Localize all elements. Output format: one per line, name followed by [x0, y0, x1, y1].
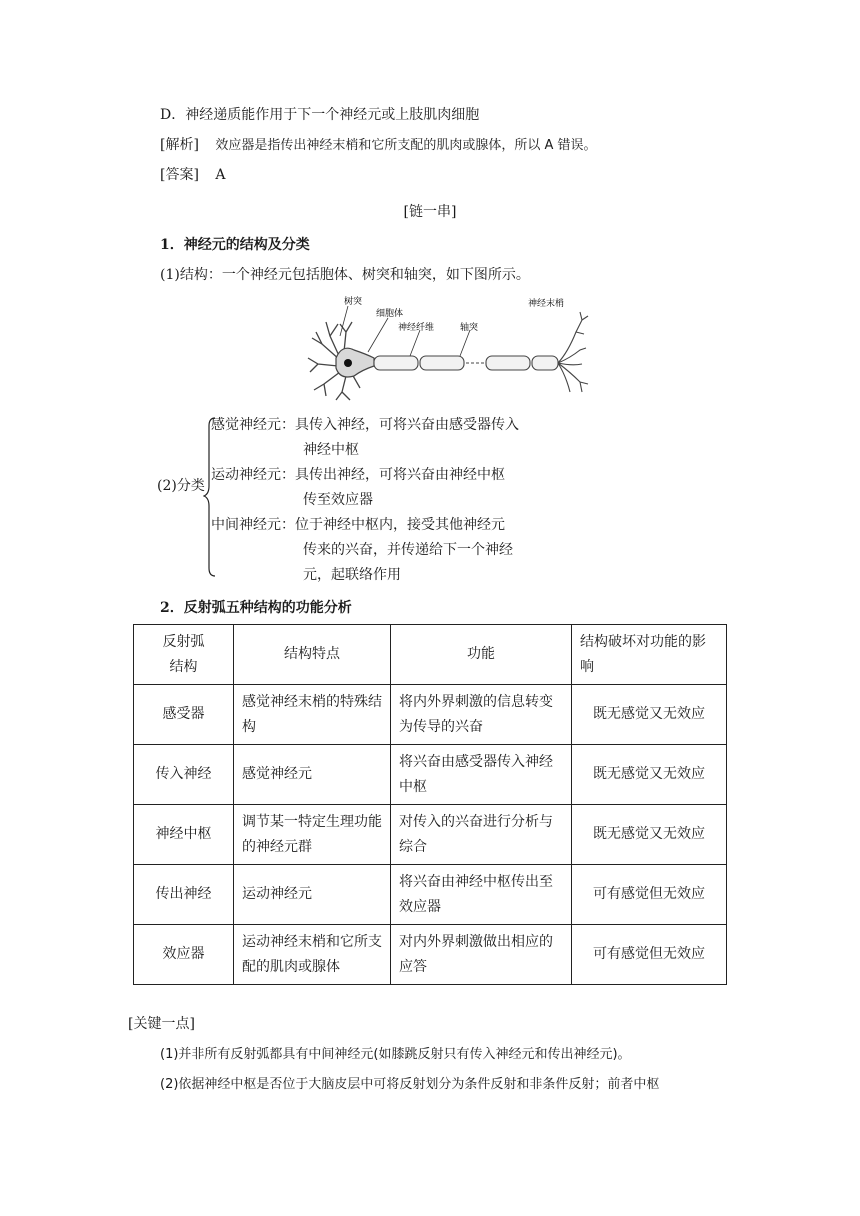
table-header: 功能 [391, 625, 572, 685]
class-item-motor-line2: 传至效应器 [303, 492, 373, 508]
nerve-ending-diagram [510, 292, 590, 404]
table-cell: 运动神经末梢和它所支配的肌肉或腺体 [234, 925, 391, 985]
label-nerve-fiber: 神经纤维 [398, 323, 435, 333]
label-nerve-ending: 神经末梢 [528, 299, 565, 309]
nucleus [344, 359, 352, 367]
table-row [134, 925, 727, 985]
class-item-inter-name: 中间神经元： [211, 517, 295, 533]
option-d: D．神经递质能作用于下一个神经元或上肢肌肉细胞 [160, 107, 480, 123]
class-item-inter-line1: 位于神经中枢内，接受其他神经元 [295, 517, 505, 533]
class-item-sensory [211, 413, 519, 463]
table-header: 结构特点 [234, 625, 391, 685]
table-cell: 对传入的兴奋进行分析与综合 [391, 805, 572, 865]
structure-text: (1)结构：一个神经元包括胞体、树突和轴突，如下图所示。 [160, 267, 530, 283]
answer-text: A [215, 167, 226, 183]
heading-reflex-arc: 2．反射弧五种结构的功能分析 [160, 600, 352, 616]
analysis-tag: [解析] [160, 137, 199, 153]
table-cell: 神经中枢 [134, 805, 234, 865]
table-cell: 对内外界刺激做出相应的应答 [391, 925, 572, 985]
answer-tag: [答案] [160, 167, 199, 183]
class-item-sensory-name: 感觉神经元： [211, 417, 295, 433]
table-cell: 效应器 [134, 925, 234, 985]
class-item-motor-line1: 具传出神经，可将兴奋由神经中枢 [295, 467, 505, 483]
answer [160, 164, 226, 184]
table-header: 结构破坏对功能的影响 [572, 625, 727, 685]
table-row [134, 865, 727, 925]
class-item-motor [211, 463, 505, 513]
table-cell: 将兴奋由感受器传入神经中枢 [391, 745, 572, 805]
section-title: [链一串] [403, 204, 457, 220]
class-item-inter [211, 513, 513, 588]
label-dendrite: 树突 [344, 297, 363, 307]
table-cell: 传入神经 [134, 745, 234, 805]
table-cell: 感觉神经末梢的特殊结构 [234, 685, 391, 745]
table-row [134, 805, 727, 865]
table-cell: 可有感觉但无效应 [572, 865, 727, 925]
class-item-motor-name: 运动神经元： [211, 467, 295, 483]
table-cell: 运动神经元 [234, 865, 391, 925]
key-point-p1: (1)并非所有反射弧都具有中间神经元(如膝跳反射只有传入神经元和传出神经元)。 [160, 1047, 631, 1062]
table-cell: 既无感觉又无效应 [572, 685, 727, 745]
key-point-p2: (2)依据神经中枢是否位于大脑皮层中可将反射划分为条件反射和非条件反射；前者中枢 [160, 1077, 660, 1092]
analysis-text: 效应器是指传出神经末梢和它所支配的肌肉或腺体，所以 A 错误。 [215, 138, 597, 153]
table-cell: 将内外界刺激的信息转变为传导的兴奋 [391, 685, 572, 745]
table-row [134, 745, 727, 805]
table-cell: 将兴奋由神经中枢传出至效应器 [391, 865, 572, 925]
table-header-row [134, 625, 727, 685]
table-header: 反射弧结构 [134, 625, 234, 685]
table-cell: 既无感觉又无效应 [572, 805, 727, 865]
table-cell: 感觉神经元 [234, 745, 391, 805]
table-row [134, 685, 727, 745]
label-axon: 轴突 [460, 323, 479, 333]
class-item-inter-line2: 传来的兴奋，并传递给下一个神经 [303, 542, 513, 558]
table-cell: 可有感觉但无效应 [572, 925, 727, 985]
class-item-sensory-line2: 神经中枢 [303, 442, 359, 458]
classification-label: (2)分类 [157, 478, 205, 494]
class-item-sensory-line1: 具传入神经，可将兴奋由感受器传入 [295, 417, 519, 433]
class-item-inter-line3: 元，起联络作用 [303, 567, 401, 583]
table-cell: 调节某一特定生理功能的神经元群 [234, 805, 391, 865]
key-point-tag: [关键一点] [128, 1016, 195, 1032]
cell-body-shape [336, 348, 374, 377]
analysis [160, 134, 597, 154]
table-cell: 传出神经 [134, 865, 234, 925]
label-cell-body: 细胞体 [376, 309, 404, 319]
table-cell: 感受器 [134, 685, 234, 745]
reflex-arc-table [133, 624, 727, 985]
table-cell: 既无感觉又无效应 [572, 745, 727, 805]
heading-neuron: 1．神经元的结构及分类 [160, 237, 310, 253]
